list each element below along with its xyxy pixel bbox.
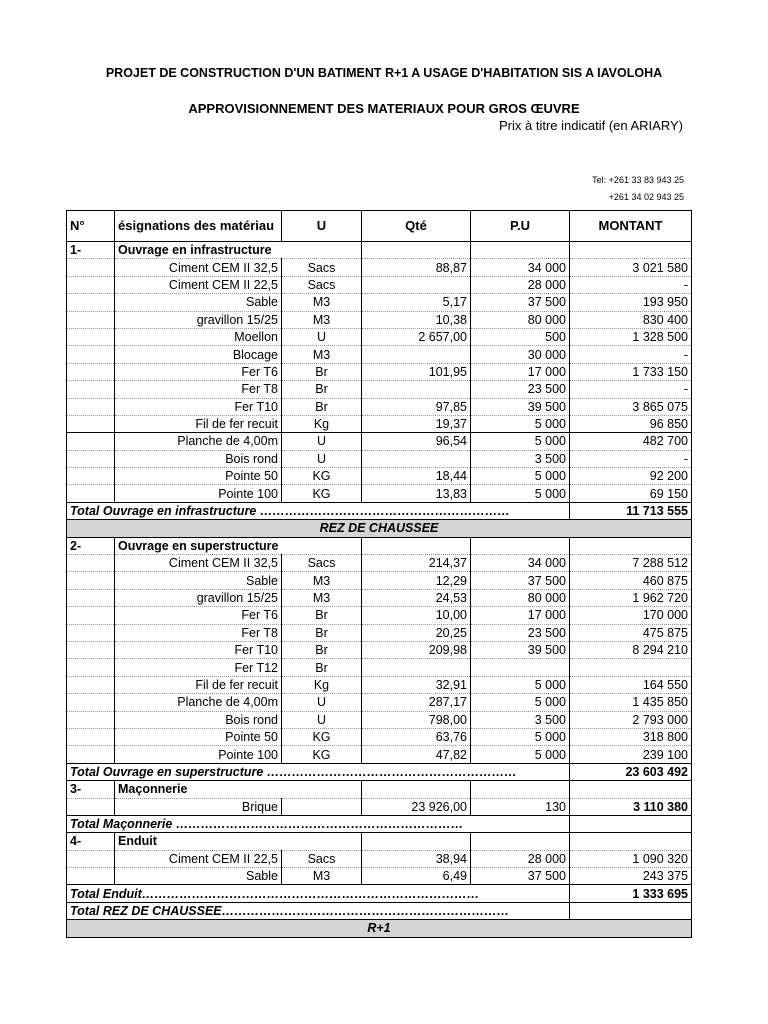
cell-unit-price: 39 500 (471, 398, 570, 415)
table-row (67, 468, 692, 485)
cell-number (67, 398, 115, 415)
cell-unit-price: 37 500 (471, 572, 570, 589)
cell-quantity (362, 450, 471, 467)
col-header-unit-price: P.U (471, 211, 570, 242)
cell-unit-price: 5 000 (471, 433, 570, 450)
cell-empty (570, 781, 692, 798)
table-row (67, 363, 692, 380)
cell-amount: 1 090 320 (570, 850, 692, 867)
cell-quantity: 18,44 (362, 468, 471, 485)
cell-unit-price: 500 (471, 328, 570, 345)
level-band-label: R+1 (67, 920, 692, 937)
cell-empty (570, 537, 692, 554)
cell-unit-price: 17 000 (471, 607, 570, 624)
cell-amount: 1 328 500 (570, 328, 692, 345)
cell-quantity: 23 926,00 (362, 798, 471, 815)
table-row (67, 450, 692, 467)
table-row (67, 728, 692, 745)
cell-number (67, 624, 115, 641)
cell-number (67, 711, 115, 728)
cell-amount: 3 021 580 (570, 259, 692, 276)
section-number: 3- (67, 781, 115, 798)
cell-amount: - (570, 450, 692, 467)
level-band-label: REZ DE CHAUSSEE (67, 520, 692, 537)
total-label: Total Enduit……………………………………………………………………… (67, 885, 570, 902)
cell-amount: 193 950 (570, 294, 692, 311)
col-header-number: N° (67, 211, 115, 242)
cell-amount: 1 733 150 (570, 363, 692, 380)
cell-unit-price: 34 000 (471, 555, 570, 572)
table-row (67, 589, 692, 606)
cell-unit-price: 5 000 (471, 485, 570, 502)
cell-number (67, 433, 115, 450)
cell-unit-price: 37 500 (471, 868, 570, 885)
cell-unit-price: 30 000 (471, 346, 570, 363)
cell-number (67, 850, 115, 867)
cell-unit: M3 (282, 294, 362, 311)
cell-empty (471, 242, 570, 259)
cell-number (67, 728, 115, 745)
phone-line-2: +261 34 02 943 25 (608, 192, 684, 202)
cell-unit: KG (282, 485, 362, 502)
section-title: Enduit (115, 833, 362, 850)
table-row (67, 572, 692, 589)
cell-designation: Brique (115, 798, 282, 815)
section-title: Maçonnerie (115, 781, 362, 798)
cell-quantity: 88,87 (362, 259, 471, 276)
cell-unit-price: 23 500 (471, 381, 570, 398)
cell-designation: Fer T6 (115, 363, 282, 380)
table-row (67, 433, 692, 450)
cell-quantity: 214,37 (362, 555, 471, 572)
section-title: Ouvrage en superstructure (115, 537, 362, 554)
cell-number (67, 311, 115, 328)
cell-unit-price: 17 000 (471, 363, 570, 380)
cell-quantity: 798,00 (362, 711, 471, 728)
cell-quantity: 13,83 (362, 485, 471, 502)
cell-designation: Fer T6 (115, 607, 282, 624)
total-amount (570, 902, 692, 919)
cell-number (67, 607, 115, 624)
cell-designation: gravillon 15/25 (115, 311, 282, 328)
table-row (67, 711, 692, 728)
cell-number (67, 276, 115, 293)
cell-unit: M3 (282, 572, 362, 589)
cell-designation: Planche de 4,00m (115, 694, 282, 711)
table-row (67, 294, 692, 311)
table-row (67, 641, 692, 658)
total-label: Total REZ DE CHAUSSEE…………………………………………………………… (67, 902, 570, 919)
cell-amount: - (570, 276, 692, 293)
cell-unit-price: 80 000 (471, 311, 570, 328)
cell-unit-price: 39 500 (471, 641, 570, 658)
cell-amount: 830 400 (570, 311, 692, 328)
total-label: Total Ouvrage en infrastructure …………………………………………………… (67, 502, 570, 519)
cell-designation: Fer T10 (115, 398, 282, 415)
table-row (67, 624, 692, 641)
total-row (67, 763, 692, 780)
cell-number (67, 676, 115, 693)
cell-empty (471, 833, 570, 850)
cell-unit-price: 28 000 (471, 276, 570, 293)
cell-number (67, 346, 115, 363)
cell-amount: 3 110 380 (570, 798, 692, 815)
cell-quantity: 47,82 (362, 746, 471, 763)
cell-amount: - (570, 346, 692, 363)
cell-designation: Sable (115, 572, 282, 589)
cell-number (67, 798, 115, 815)
cell-amount: 96 850 (570, 415, 692, 432)
cell-number (67, 259, 115, 276)
table-row (67, 328, 692, 345)
section-number: 4- (67, 833, 115, 850)
total-amount (570, 815, 692, 832)
cell-designation: gravillon 15/25 (115, 589, 282, 606)
table-row (67, 398, 692, 415)
cell-unit: U (282, 328, 362, 345)
cell-number (67, 450, 115, 467)
table-row (67, 311, 692, 328)
cell-designation: Pointe 100 (115, 746, 282, 763)
cell-amount: 2 793 000 (570, 711, 692, 728)
cell-empty (362, 242, 471, 259)
cell-designation: Bois rond (115, 450, 282, 467)
total-amount: 1 333 695 (570, 885, 692, 902)
cell-unit: U (282, 694, 362, 711)
cell-quantity: 32,91 (362, 676, 471, 693)
cell-designation: Bois rond (115, 711, 282, 728)
cell-number (67, 641, 115, 658)
level-band-row (67, 920, 692, 937)
col-header-amount: MONTANT (570, 211, 692, 242)
total-row (67, 502, 692, 519)
cell-unit-price: 5 000 (471, 468, 570, 485)
cell-amount: 239 100 (570, 746, 692, 763)
cell-number (67, 746, 115, 763)
cell-amount: 475 875 (570, 624, 692, 641)
table-row (67, 798, 692, 815)
cell-unit: Br (282, 607, 362, 624)
cell-unit-price: 5 000 (471, 415, 570, 432)
cell-unit: M3 (282, 311, 362, 328)
col-header-designation: ésignations des matériau (115, 211, 282, 242)
section-number: 2- (67, 537, 115, 554)
total-row (67, 885, 692, 902)
cell-quantity: 38,94 (362, 850, 471, 867)
cell-quantity: 10,38 (362, 311, 471, 328)
cell-unit: U (282, 433, 362, 450)
cell-amount: 243 375 (570, 868, 692, 885)
cell-unit-price: 5 000 (471, 676, 570, 693)
cell-designation: Planche de 4,00m (115, 433, 282, 450)
table-header-row (67, 211, 692, 242)
cell-number (67, 468, 115, 485)
cell-number (67, 294, 115, 311)
table-body (67, 242, 692, 938)
table-row (67, 659, 692, 676)
section-title: Ouvrage en infrastructure (115, 242, 362, 259)
cell-empty (570, 242, 692, 259)
cell-unit-price: 130 (471, 798, 570, 815)
materials-table (66, 210, 692, 938)
cell-unit: Br (282, 363, 362, 380)
cell-amount: 318 800 (570, 728, 692, 745)
cell-unit (282, 798, 362, 815)
table-row (67, 555, 692, 572)
cell-number (67, 572, 115, 589)
cell-unit: Br (282, 381, 362, 398)
cell-empty (570, 833, 692, 850)
cell-unit: Sacs (282, 259, 362, 276)
section-header-row (67, 781, 692, 798)
table-row (67, 346, 692, 363)
cell-quantity (362, 346, 471, 363)
cell-amount: 1 435 850 (570, 694, 692, 711)
cell-number (67, 589, 115, 606)
cell-designation: Ciment CEM II 22,5 (115, 850, 282, 867)
cell-quantity: 6,49 (362, 868, 471, 885)
cell-designation: Pointe 100 (115, 485, 282, 502)
cell-quantity: 97,85 (362, 398, 471, 415)
cell-designation: Blocage (115, 346, 282, 363)
cell-unit-price: 37 500 (471, 294, 570, 311)
section-header-row (67, 242, 692, 259)
cell-unit: Br (282, 641, 362, 658)
cell-designation: Fil de fer recuit (115, 415, 282, 432)
cell-unit: M3 (282, 868, 362, 885)
total-amount: 11 713 555 (570, 502, 692, 519)
cell-unit: M3 (282, 346, 362, 363)
table-row (67, 746, 692, 763)
cell-quantity (362, 276, 471, 293)
cell-amount: 7 288 512 (570, 555, 692, 572)
cell-unit: U (282, 711, 362, 728)
cell-amount (570, 659, 692, 676)
cell-unit: M3 (282, 589, 362, 606)
cell-quantity (362, 381, 471, 398)
cell-number (67, 363, 115, 380)
cell-quantity: 5,17 (362, 294, 471, 311)
cell-number (67, 555, 115, 572)
cell-unit-price: 28 000 (471, 850, 570, 867)
cell-unit: KG (282, 468, 362, 485)
cell-designation: Sable (115, 868, 282, 885)
cell-designation: Ciment CEM II 32,5 (115, 555, 282, 572)
cell-unit: Sacs (282, 850, 362, 867)
cell-amount: 69 150 (570, 485, 692, 502)
cell-number (67, 485, 115, 502)
col-header-quantity: Qté (362, 211, 471, 242)
cell-empty (471, 537, 570, 554)
cell-designation: Pointe 50 (115, 468, 282, 485)
table-row (67, 607, 692, 624)
cell-number (67, 659, 115, 676)
cell-designation: Pointe 50 (115, 728, 282, 745)
table-row (67, 694, 692, 711)
cell-amount: 164 550 (570, 676, 692, 693)
cell-unit: Br (282, 659, 362, 676)
cell-quantity: 287,17 (362, 694, 471, 711)
cell-unit-price: 5 000 (471, 728, 570, 745)
table-row (67, 676, 692, 693)
cell-quantity: 2 657,00 (362, 328, 471, 345)
cell-number (67, 415, 115, 432)
document-title: PROJET DE CONSTRUCTION D'UN BATIMENT R+1 A USAGE D'HABITATION SIS A IAVOLOHA (105, 66, 663, 80)
cell-quantity: 209,98 (362, 641, 471, 658)
table-row (67, 381, 692, 398)
cell-quantity: 63,76 (362, 728, 471, 745)
cell-amount: 3 865 075 (570, 398, 692, 415)
cell-quantity (362, 659, 471, 676)
total-label: Total Maçonnerie …………………………………………………………… (67, 815, 570, 832)
cell-unit-price: 3 500 (471, 711, 570, 728)
price-note: Prix à titre indicatif (en ARIARY) (499, 118, 683, 133)
table-row (67, 415, 692, 432)
cell-unit: KG (282, 728, 362, 745)
cell-unit-price: 80 000 (471, 589, 570, 606)
cell-unit-price: 5 000 (471, 746, 570, 763)
cell-unit: Sacs (282, 555, 362, 572)
cell-empty (362, 833, 471, 850)
cell-unit-price: 34 000 (471, 259, 570, 276)
table-row (67, 276, 692, 293)
cell-designation: Fer T12 (115, 659, 282, 676)
cell-unit: U (282, 450, 362, 467)
cell-quantity: 101,95 (362, 363, 471, 380)
table-row (67, 485, 692, 502)
cell-quantity: 10,00 (362, 607, 471, 624)
cell-quantity: 12,29 (362, 572, 471, 589)
cell-unit-price: 3 500 (471, 450, 570, 467)
cell-designation: Fil de fer recuit (115, 676, 282, 693)
section-number: 1- (67, 242, 115, 259)
cell-number (67, 868, 115, 885)
section-header-row (67, 833, 692, 850)
cell-number (67, 328, 115, 345)
table-row (67, 868, 692, 885)
total-row (67, 815, 692, 832)
cell-designation: Ciment CEM II 22,5 (115, 276, 282, 293)
cell-unit: Sacs (282, 276, 362, 293)
total-label: Total Ouvrage en superstructure …………………………………………………… (67, 763, 570, 780)
cell-unit-price: 23 500 (471, 624, 570, 641)
cell-amount: 460 875 (570, 572, 692, 589)
table-row (67, 259, 692, 276)
cell-empty (362, 537, 471, 554)
cell-empty (471, 781, 570, 798)
level-band-row (67, 520, 692, 537)
cell-designation: Moellon (115, 328, 282, 345)
cell-amount: 92 200 (570, 468, 692, 485)
cell-unit: Br (282, 624, 362, 641)
document-subtitle: APPROVISIONNEMENT DES MATERIAUX POUR GROS ŒUVRE (188, 101, 580, 116)
cell-designation: Sable (115, 294, 282, 311)
cell-amount: 1 962 720 (570, 589, 692, 606)
cell-unit: KG (282, 746, 362, 763)
cell-unit-price (471, 659, 570, 676)
cell-designation: Ciment CEM II 32,5 (115, 259, 282, 276)
cell-amount: 8 294 210 (570, 641, 692, 658)
cell-amount: - (570, 381, 692, 398)
cell-amount: 482 700 (570, 433, 692, 450)
cell-number (67, 694, 115, 711)
section-header-row (67, 537, 692, 554)
cell-unit: Br (282, 398, 362, 415)
cell-number (67, 381, 115, 398)
cell-empty (362, 781, 471, 798)
total-amount: 23 603 492 (570, 763, 692, 780)
col-header-unit: U (282, 211, 362, 242)
phone-line-1: Tel: +261 33 83 943 25 (592, 175, 684, 185)
cell-unit-price: 5 000 (471, 694, 570, 711)
cell-amount: 170 000 (570, 607, 692, 624)
cell-quantity: 20,25 (362, 624, 471, 641)
table-row (67, 850, 692, 867)
cell-unit: Kg (282, 676, 362, 693)
cell-quantity: 96,54 (362, 433, 471, 450)
cell-quantity: 19,37 (362, 415, 471, 432)
cell-designation: Fer T8 (115, 381, 282, 398)
cell-designation: Fer T10 (115, 641, 282, 658)
cell-designation: Fer T8 (115, 624, 282, 641)
cell-quantity: 24,53 (362, 589, 471, 606)
cell-unit: Kg (282, 415, 362, 432)
total-row (67, 902, 692, 919)
